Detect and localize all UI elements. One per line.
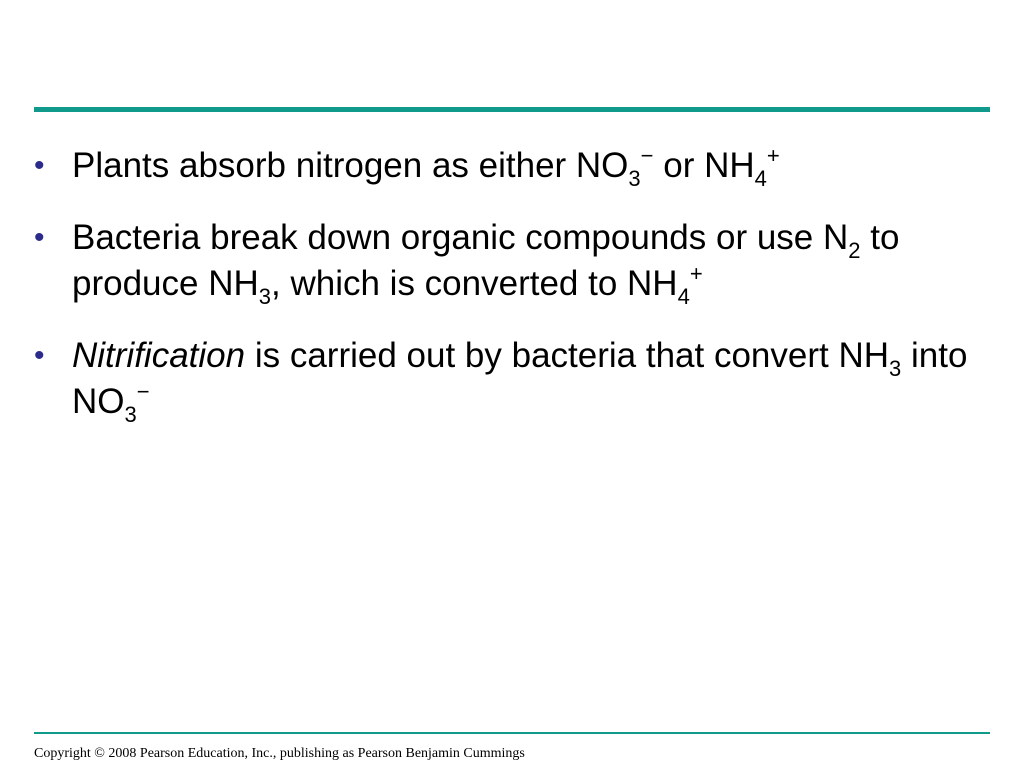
subscript: 4 — [754, 166, 767, 191]
copyright-footer: Copyright © 2008 Pearson Education, Inc., publishing as Pearson Benjamin Cummings — [34, 746, 525, 761]
bullet-item-bacteria-break-down — [34, 215, 984, 307]
subscript: 3 — [889, 356, 902, 381]
bullet-item-nitrification — [34, 333, 984, 425]
text-segment: is carried out by bacteria that convert NH — [245, 336, 890, 375]
text-segment: Plants absorb nitrogen as either NO — [72, 146, 629, 185]
superscript: + — [766, 143, 780, 168]
top-divider-line — [34, 107, 990, 112]
superscript: − — [640, 143, 654, 168]
bullet-marker: • — [34, 339, 45, 372]
superscript: − — [136, 379, 150, 404]
bullet-marker: • — [34, 221, 45, 254]
text-segment: to produce NH — [72, 218, 900, 303]
bullet-marker: • — [34, 149, 45, 182]
bullet-text — [72, 336, 968, 427]
subscript: 3 — [628, 166, 641, 191]
bottom-divider-line — [34, 732, 990, 734]
superscript: + — [689, 261, 703, 286]
text-segment: Bacteria break down organic compounds or use N — [72, 218, 849, 257]
bullet-item-plants-absorb-nitrogen — [34, 143, 984, 189]
subscript: 3 — [258, 284, 272, 309]
bullet-text — [72, 218, 900, 309]
text-segment: or NH — [653, 146, 755, 185]
subscript: 2 — [848, 238, 861, 263]
bullet-text — [72, 143, 780, 191]
subscript: 3 — [124, 402, 137, 427]
text-segment: into NO — [72, 336, 968, 421]
italic-term-nitrification: Nitrification — [72, 336, 246, 375]
text-segment: , which is converted to NH — [271, 264, 678, 303]
bullet-list — [34, 143, 984, 451]
subscript: 4 — [677, 284, 690, 309]
